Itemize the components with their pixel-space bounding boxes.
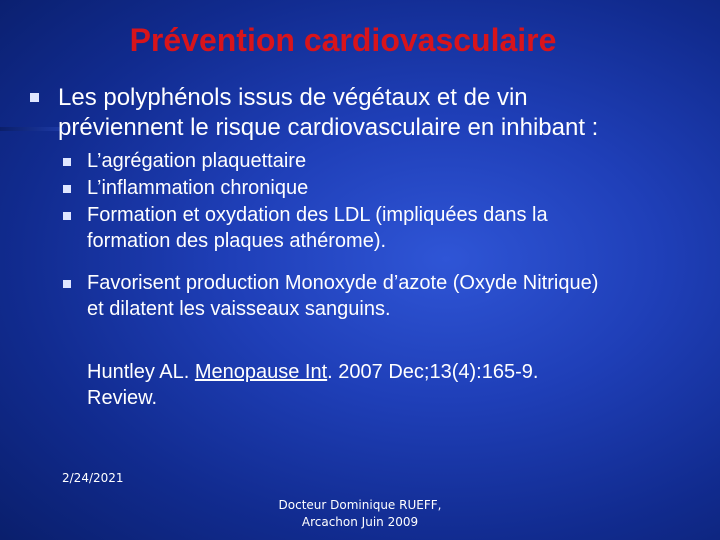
sub-bullet-2: L’inflammation chronique: [87, 177, 309, 199]
main-bullet-line-2: préviennent le risque cardiovasculaire en inhibant :: [58, 114, 599, 141]
sub-bullet-4-line-1: Favorisent production Monoxyde d’azote (Oxyde Nitrique): [87, 272, 599, 294]
sub-bullet-3-line-2: formation des plaques athérome).: [87, 230, 387, 252]
citation-journal-link[interactable]: Menopause Int: [194, 361, 328, 383]
square-bullet-icon: [63, 212, 71, 220]
sub-bullet-1: L’agrégation plaquettaire: [87, 150, 307, 172]
square-bullet-icon: [63, 280, 71, 288]
square-bullet-icon: [63, 185, 71, 193]
footer-author-line-1: Docteur Dominique RUEFF,: [278, 498, 442, 512]
citation-authors: Huntley AL.: [87, 361, 195, 383]
citation-line-1: [87, 359, 538, 385]
main-bullet-line-1: Les polyphénols issus de végétaux et de vin: [58, 84, 528, 111]
footer-date: 2/24/2021: [62, 471, 124, 485]
square-bullet-icon: [63, 158, 71, 166]
sub-bullet-3-line-1: Formation et oxydation des LDL (impliquées dans la: [87, 204, 548, 226]
slide-title: Prévention cardiovasculaire: [129, 22, 557, 58]
footer-author-line-2: Arcachon Juin 2009: [301, 515, 419, 529]
citation-details: . 2007 Dec;13(4):165-9.: [327, 361, 539, 383]
square-bullet-icon: [30, 93, 39, 102]
sub-bullet-4-line-2: et dilatent les vaisseaux sanguins.: [87, 298, 391, 320]
citation-line-2: Review.: [87, 387, 158, 409]
divider-rule: [0, 127, 64, 131]
